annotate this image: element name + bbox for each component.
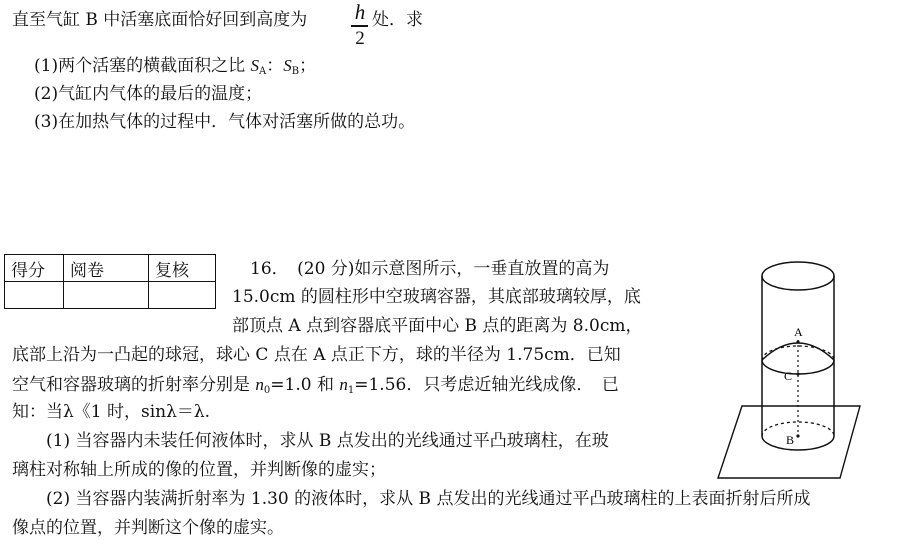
cylinder-bottom-back — [762, 422, 834, 436]
intro-text — [12, 12, 307, 29]
fraction-denominator: 2 — [355, 28, 365, 49]
score-cell-defen[interactable] — [5, 282, 64, 309]
fraction-numerator: h — [354, 0, 366, 24]
score-header-yuejuan: 阅卷 — [64, 255, 149, 282]
score-table-header-row — [5, 255, 216, 282]
fraction-bar — [351, 25, 368, 27]
problem16-q2-line1: (2) 当容器内装满折射率为 1.30 的液体时，求从 B 点发出的光线通过平凸玻璃柱的上表面折射后所成 — [46, 489, 811, 509]
score-table-value-row — [5, 282, 216, 309]
problem16-line2: 15.0cm 的圆柱形中空玻璃容器，其底部玻璃较厚，底 — [232, 287, 641, 307]
score-header-fuhe: 复核 — [149, 255, 216, 282]
problem16-q2-line2: 像点的位置，并判断这个像的虚实。 — [12, 518, 284, 538]
score-cell-yuejuan[interactable] — [64, 282, 149, 309]
problem16-line6: 知：当λ《1 时，sinλ＝λ. — [12, 402, 211, 422]
point-c — [796, 372, 799, 375]
problem16-line5: 空气和容器玻璃的折射率分别是 $n_0=1.0$ 和 $n_1=1.56$．只考虑近轴光线成像． 已 — [12, 375, 619, 396]
label-b: B — [786, 433, 795, 447]
problem16-q1-line2: 璃柱对称轴上所成的像的位置，并判断像的虚实； — [12, 460, 386, 480]
label-c: C — [784, 369, 793, 383]
prev-question-2: (2)气缸内气体的最后的温度； — [34, 84, 263, 104]
intro-text-after: 处．求 — [372, 10, 423, 30]
intro-text-before: 直至气缸 B 中活塞底面恰好回到高度为 — [12, 10, 308, 30]
score-header-defen: 得分 — [5, 255, 64, 282]
problem16-q1-line1: (1) 当容器内未装任何液体时，求从 B 点发出的光线通过平凸玻璃柱，在玻 — [46, 431, 609, 451]
point-a — [796, 340, 799, 343]
score-table — [4, 254, 216, 309]
prev-question-1: (1)两个活塞的横截面积之比 $S_A$：$S_B$； — [34, 56, 317, 77]
score-cell-fuhe[interactable] — [149, 282, 216, 309]
cylinder-top-ellipse — [762, 262, 834, 290]
label-a: A — [794, 325, 803, 339]
cylinder-bottom-front — [762, 436, 834, 450]
cylinder-figure — [716, 256, 866, 482]
prev-question-3: (3)在加热气体的过程中．气体对活塞所做的总功。 — [34, 112, 416, 132]
problem16-line1: 16． (20 分)如示意图所示，一垂直放置的高为 — [250, 259, 610, 279]
problem16-line3: 部顶点 A 点到容器底平面中心 B 点的距离为 8.0cm， — [232, 316, 643, 336]
point-b — [796, 434, 799, 437]
problem16-line4: 底部上沿为一凸起的球冠，球心 C 点在 A 点正下方，球的半径为 1.75cm．已知 — [12, 345, 621, 365]
glass-top-ellipse-back — [762, 346, 834, 360]
